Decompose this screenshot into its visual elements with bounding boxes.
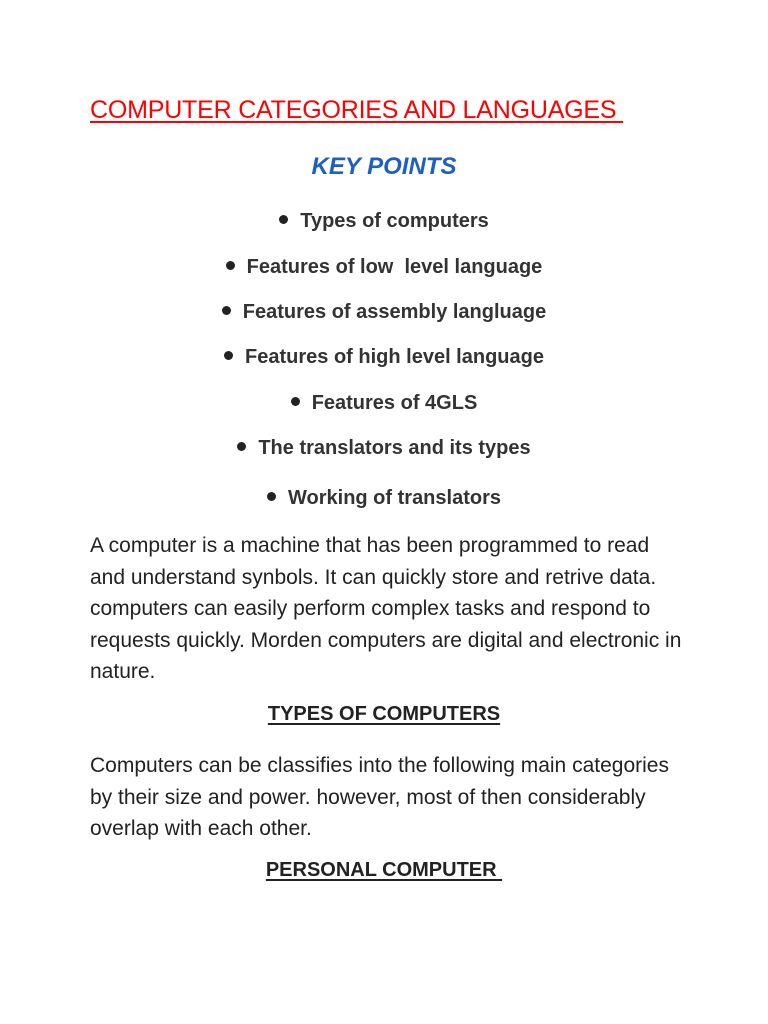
- bullet-icon: [222, 306, 231, 315]
- types-paragraph: Computers can be classifies into the following main categories by their size and power. however, most of then considerably overlap with each other.: [90, 754, 669, 840]
- key-point-text: Features of high level language: [245, 346, 544, 368]
- intro-paragraph: A computer is a machine that has been programmed to read and understand synbols. It can quickly store and retrive data. computers can easily perform complex tasks and respond to requests quickly. Morden computers are digital and electronic in nature.: [90, 534, 682, 683]
- personal-computer-heading: PERSONAL COMPUTER: [265, 859, 503, 881]
- bullet-icon: [279, 215, 288, 224]
- key-point-item: [0, 392, 768, 415]
- key-point-text: The translators and its types: [258, 437, 531, 459]
- bullet-icon: [237, 442, 246, 451]
- key-point-text: Features of 4GLS: [311, 392, 478, 414]
- key-points-heading: KEY POINTS: [311, 153, 457, 180]
- key-point-text: Working of translators: [288, 487, 501, 509]
- key-point-item: [0, 437, 768, 460]
- bullet-icon: [291, 397, 300, 406]
- key-point-text: Types of computers: [300, 210, 489, 232]
- key-point-item: [0, 256, 768, 279]
- key-point-text: Features of assembly langluage: [242, 301, 547, 323]
- key-point-item: [0, 301, 768, 324]
- key-point-text: Features of low level language: [246, 256, 543, 278]
- document-title: COMPUTER CATEGORIES AND LANGUAGES: [90, 96, 624, 124]
- key-point-item: [0, 346, 768, 369]
- bullet-icon: [267, 492, 276, 501]
- key-point-item: [0, 487, 768, 510]
- bullet-icon: [224, 351, 233, 360]
- bullet-icon: [226, 261, 235, 270]
- types-of-computers-heading: TYPES OF COMPUTERS: [267, 703, 501, 725]
- key-point-item: [0, 210, 768, 233]
